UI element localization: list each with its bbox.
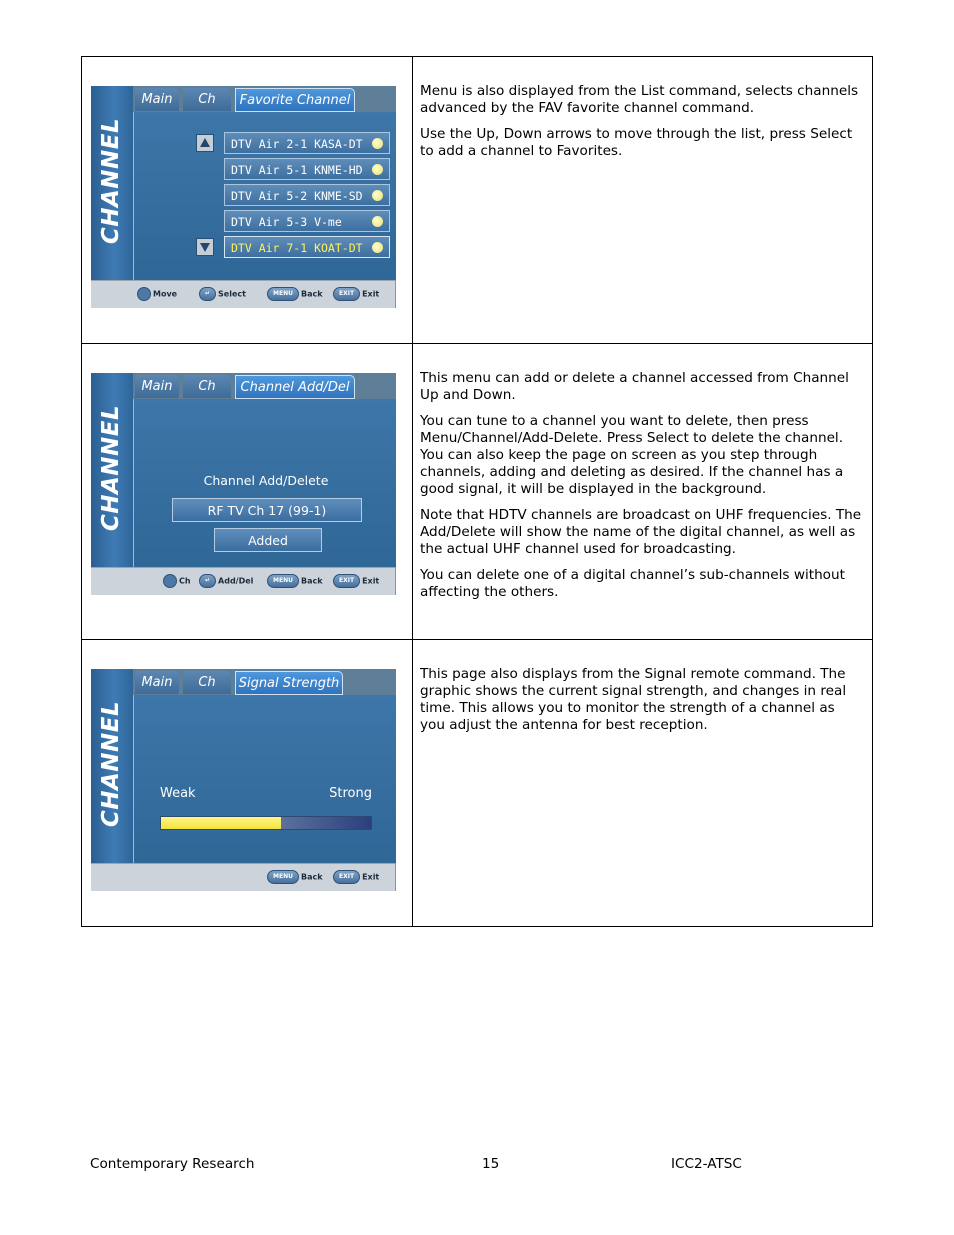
table-row-signal-strength [82, 640, 873, 927]
strong-label: Strong [329, 786, 372, 801]
enter-icon: ↵ [199, 287, 216, 301]
move-hint: Move [137, 287, 177, 301]
osd-footer [91, 567, 395, 595]
list-item: DTV Air 5-3 V-me [224, 210, 390, 232]
tab-favorite-channel: Favorite Channel [235, 88, 355, 112]
weak-label: Weak [160, 786, 196, 801]
exit-pill: EXIT [333, 870, 360, 884]
list-item-selected: DTV Air 7-1 KOAT-DT [224, 236, 390, 258]
favorite-dot-icon [372, 164, 383, 175]
up-arrow-icon [196, 134, 214, 152]
channel-side-label: CHANNEL [98, 700, 124, 828]
channel-side-label: CHANNEL [98, 117, 124, 245]
manual-table [81, 56, 873, 927]
ch-hint: Ch [163, 574, 191, 588]
paragraph: Note that HDTV channels are broadcast on UHF frequencies. The Add/Delete will show the name of the digital channel, as well as the actual UHF channel used for broadcasting. [420, 507, 862, 557]
adddel-hint: ↵ Add/Del [199, 574, 253, 588]
description-cell [413, 57, 873, 344]
menu-pill: MENU [267, 574, 299, 588]
tab-ch: Ch [183, 375, 231, 398]
menu-pill: MENU [267, 870, 299, 884]
paragraph: Use the Up, Down arrows to move through the list, press Select to add a channel to Favorites. [420, 126, 853, 159]
osd-panel [133, 112, 396, 280]
back-hint: MENU Back [267, 870, 323, 884]
favorite-dot-icon [372, 190, 383, 201]
table-row-channel-add-del [82, 344, 873, 640]
signal-strength-screenshot [91, 669, 396, 891]
favorite-dot-icon [372, 216, 383, 227]
image-cell [82, 640, 413, 927]
favorite-dot-icon [372, 242, 383, 253]
tab-ch: Ch [183, 671, 231, 694]
osd-panel [133, 399, 396, 567]
footer-company: Contemporary Research [90, 1156, 255, 1172]
select-hint: ↵ Select [199, 287, 246, 301]
channel-add-del-screenshot [91, 373, 396, 595]
paragraph: Menu is also displayed from the List command, selects channels advanced by the FAV favorite channel command. [420, 83, 859, 116]
osd-panel [133, 695, 396, 863]
enter-icon: ↵ [199, 574, 216, 588]
back-hint: MENU Back [267, 287, 323, 301]
exit-hint: EXIT Exit [333, 870, 379, 884]
tab-main: Main [135, 88, 179, 111]
paragraph: This menu can add or delete a channel accessed from Channel Up and Down. [420, 370, 849, 403]
tab-channel-add-del: Channel Add/Del [235, 375, 355, 399]
channel-side-bar [91, 669, 133, 863]
description-cell [413, 640, 873, 927]
rf-channel-field: RF TV Ch 17 (99-1) [172, 498, 362, 522]
exit-hint: EXIT Exit [333, 574, 379, 588]
paragraph: This page also displays from the Signal remote command. The graphic shows the current signal strength, and changes in real time. This allows you to monitor the strength of a channel as you adjust the antenna for best reception. [420, 666, 847, 733]
add-delete-title: Channel Add/Delete [203, 473, 329, 488]
table-row-favorite-channel [82, 57, 873, 344]
exit-pill: EXIT [333, 574, 360, 588]
list-item: DTV Air 5-1 KNME-HD [224, 158, 390, 180]
channel-side-bar [91, 86, 133, 280]
tab-signal-strength: Signal Strength [235, 671, 343, 695]
tab-main: Main [135, 671, 179, 694]
paragraph: You can tune to a channel you want to delete, then press Menu/Channel/Add-Delete. Press Select to delete the channel. You can also keep the page on screen as you step through channels, adding and deleting as desired. If the channel has a good signal, it will be displayed in the background. [420, 413, 844, 497]
channel-side-label: CHANNEL [98, 404, 124, 532]
image-cell [82, 344, 413, 640]
osd-footer [91, 863, 395, 891]
footer-doc-id: ICC2-ATSC [671, 1156, 742, 1172]
exit-hint: EXIT Exit [333, 287, 379, 301]
signal-strength-fill [161, 817, 281, 829]
description-cell [413, 344, 873, 640]
osd-footer [91, 280, 395, 308]
exit-pill: EXIT [333, 287, 360, 301]
list-item: DTV Air 5-2 KNME-SD [224, 184, 390, 206]
image-cell [82, 57, 413, 344]
paragraph: You can delete one of a digital channel’s sub-channels without affecting the others. [420, 567, 845, 600]
list-item: DTV Air 2-1 KASA-DT [224, 132, 390, 154]
favorite-channel-screenshot [91, 86, 396, 308]
footer-page-number: 15 [482, 1156, 500, 1172]
signal-strength-meter [160, 816, 372, 830]
channel-side-bar [91, 373, 133, 567]
added-button: Added [214, 528, 322, 552]
favorite-dot-icon [372, 138, 383, 149]
updown-icon [163, 574, 177, 588]
tab-main: Main [135, 375, 179, 398]
tab-ch: Ch [183, 88, 231, 111]
updown-icon [137, 287, 151, 301]
back-hint: MENU Back [267, 574, 323, 588]
menu-pill: MENU [267, 287, 299, 301]
down-arrow-icon [196, 238, 214, 256]
